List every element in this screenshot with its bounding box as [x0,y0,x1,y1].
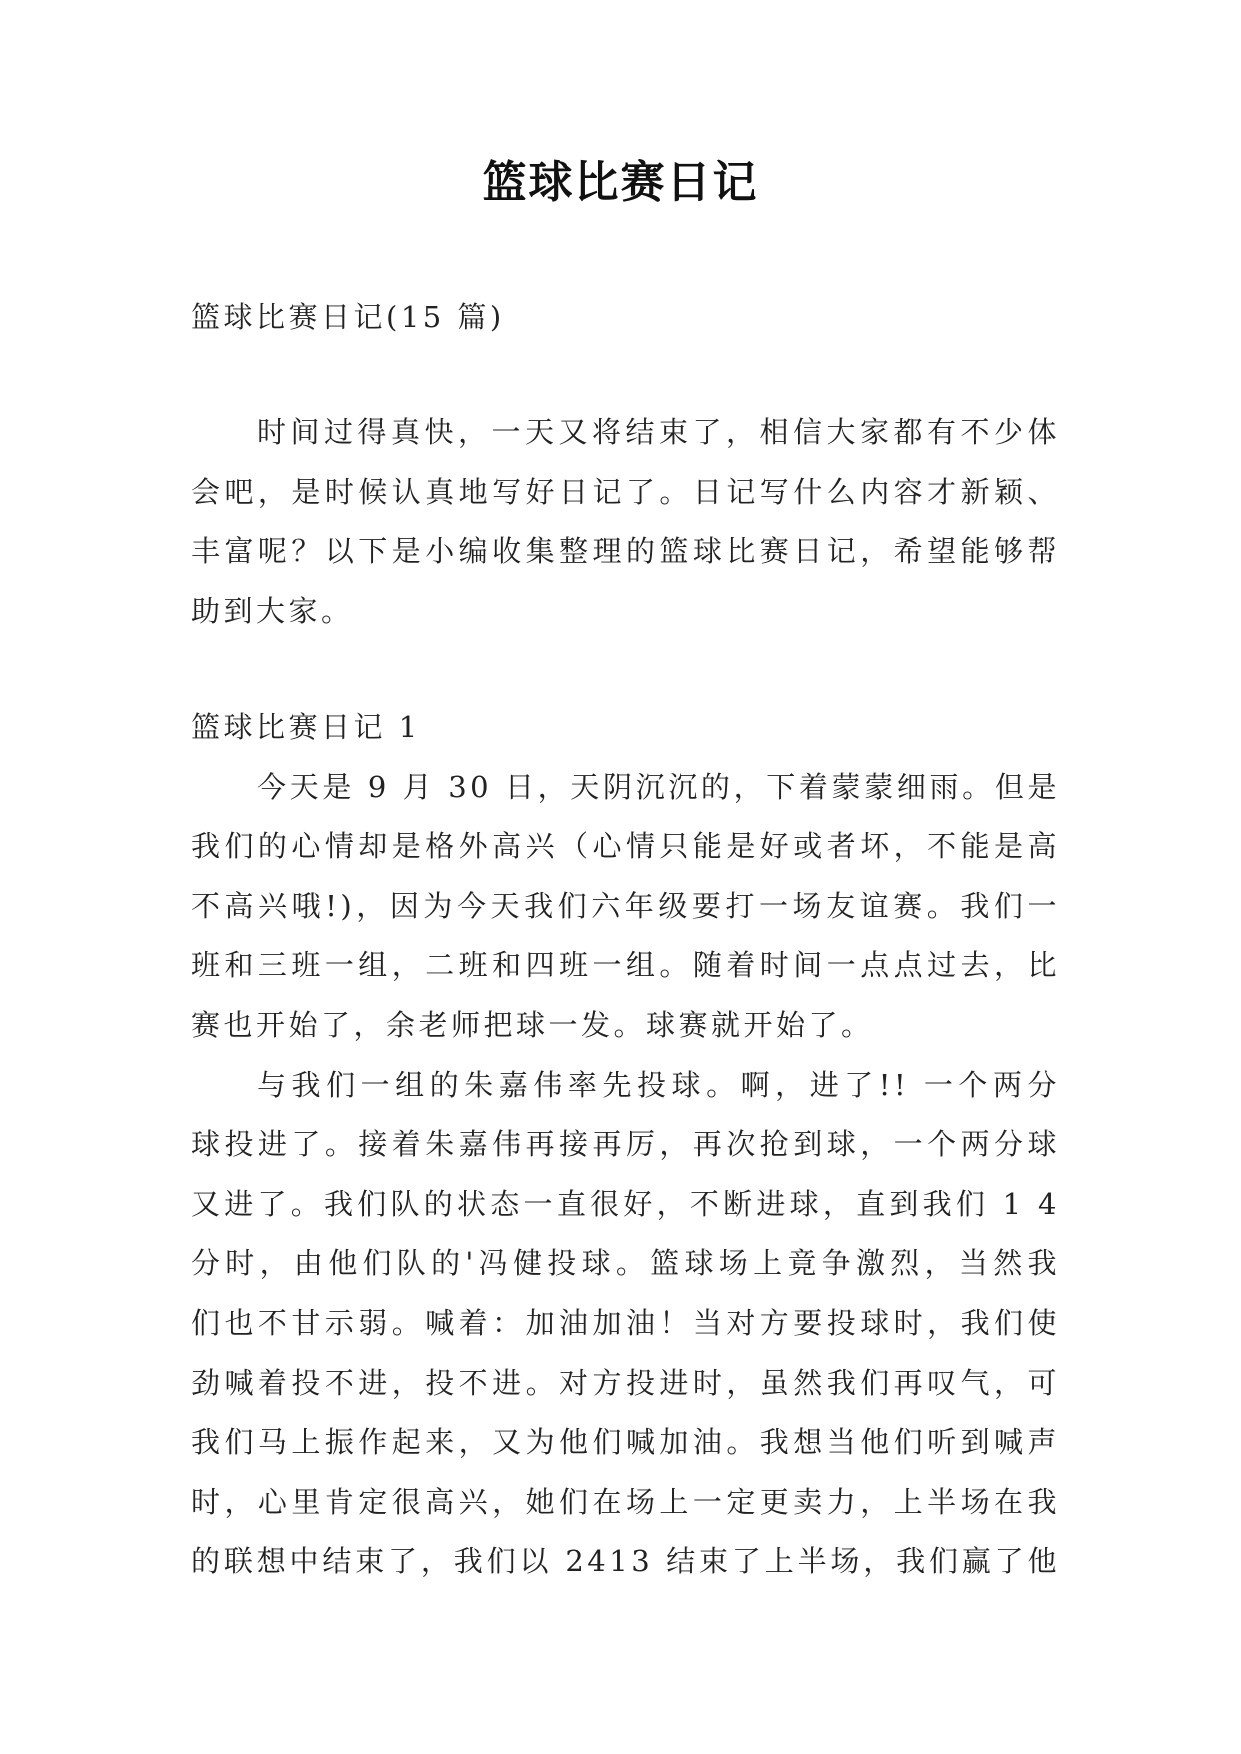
paragraph-line: 们也不甘示弱。喊着：加油加油！当对方要投球时，我们使 [191,1305,1060,1340]
paragraph-line: 分时，由他们队的'冯健投球。篮球场上竟争激烈，当然我 [191,1246,1060,1281]
section-paragraph-1 [191,758,1060,1056]
document-subtitle-block [191,288,1060,348]
paragraph-line: 班和三班一组，二班和四班一组。随着时间一点点过去，比 [191,948,1060,983]
paragraph-line: 丰富呢？以下是小编收集整理的篮球比赛日记，希望能够帮 [191,534,1060,569]
paragraph-line: 不高兴哦!)，因为今天我们六年级要打一场友谊赛。我们一 [191,888,1060,923]
document-title: 篮球比赛日记 [482,157,759,208]
paragraph-line: 会吧，是时候认真地写好日记了。日记写什么内容才新颖、 [191,474,1060,509]
document-subtitle: 篮球比赛日记(15 篇) [191,300,505,334]
paragraph-line: 又进了。我们队的状态一直很好，不断进球，直到我们 1 4 [191,1186,1060,1221]
paragraph-line: 时间过得真快，一天又将结束了，相信大家都有不少体 [257,415,1060,449]
diary-section-1 [191,698,1060,1592]
paragraph-line: 助到大家。 [191,593,354,628]
paragraph-line: 我们马上振作起来，又为他们喊加油。我想当他们听到喊声 [191,1425,1060,1460]
paragraph-line: 球投进了。接着朱嘉伟再接再厉，再次抢到球，一个两分球 [191,1127,1060,1162]
paragraph-line: 劲喊着投不进，投不进。对方投进时，虽然我们再叹气，可 [191,1365,1060,1400]
paragraph-line: 与我们一组的朱嘉伟率先投球。啊，进了!! 一个两分 [257,1067,1060,1102]
paragraph-line: 我们的心情却是格外高兴（心情只能是好或者坏，不能是高 [191,829,1060,864]
intro-paragraph [191,403,1060,641]
paragraph-line: 时，心里肯定很高兴，她们在场上一定更卖力，上半场在我 [191,1484,1060,1519]
paragraph-line: 今天是 9 月 30 日，天阴沉沉的，下着蒙蒙细雨。但是 [257,769,1060,804]
section-heading: 篮球比赛日记 1 [191,710,421,744]
paragraph-line: 赛也开始了，余老师把球一发。球赛就开始了。 [191,1007,874,1042]
paragraph-line: 的联想中结束了，我们以 2413 结束了上半场，我们赢了他 [191,1544,1060,1579]
section-paragraph-2 [191,1056,1060,1592]
